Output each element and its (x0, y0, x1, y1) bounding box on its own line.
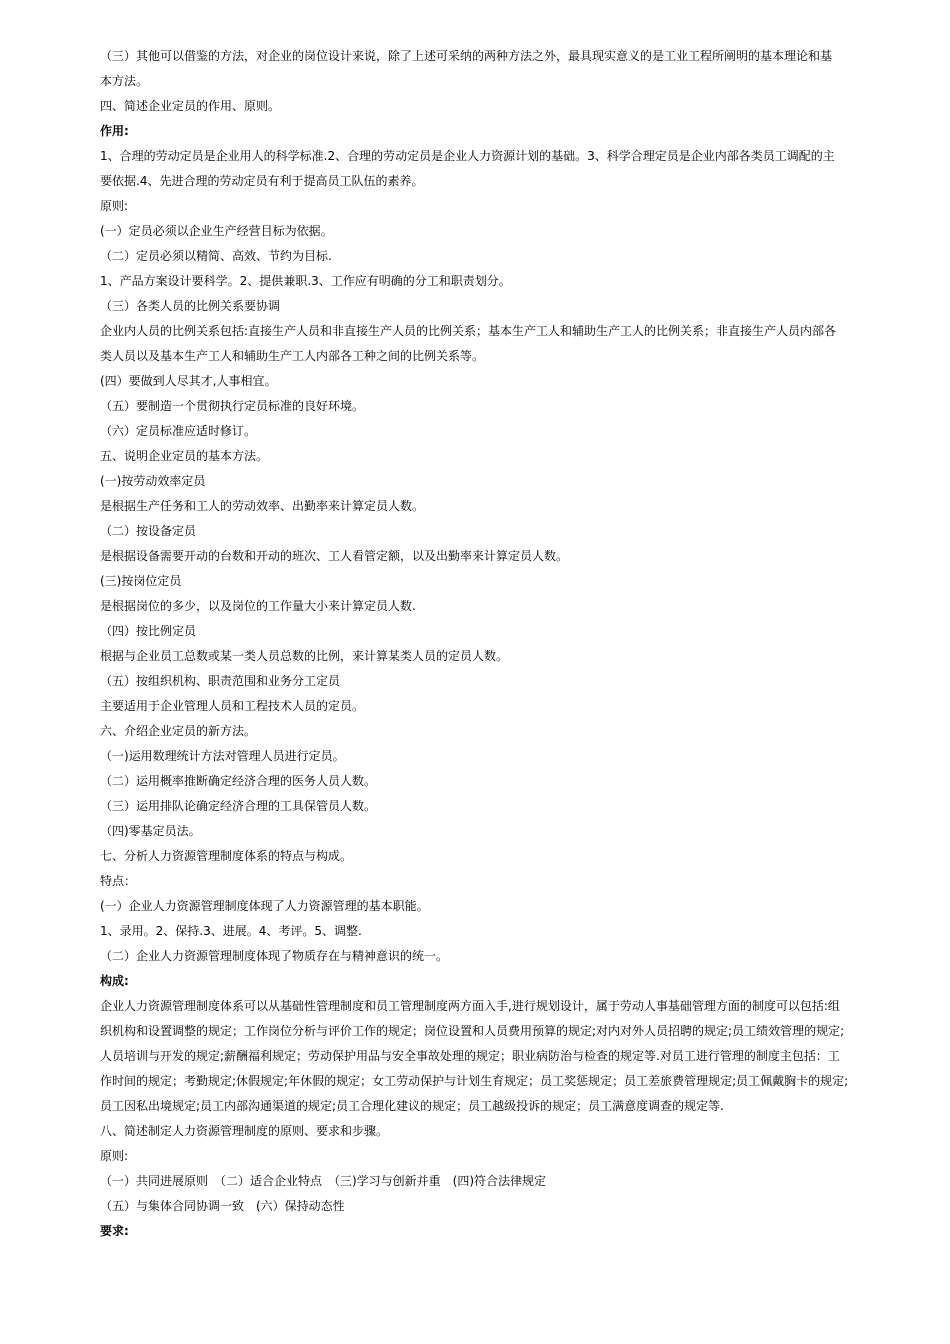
section-heading: 八、简述制定人力资源管理制度的原则、要求和步骤。 (100, 1124, 389, 1138)
subheading: 原则: (100, 1149, 129, 1163)
subheading: 原则: (100, 199, 129, 213)
paragraph-line: （三）运用排队论确定经济合理的工具保管员人数。 (100, 799, 377, 813)
paragraph-line: （二）运用概率推断确定经济合理的医务人员人数。 (100, 774, 377, 788)
paragraph-line: 织机构和设置调整的规定；工作岗位分析与评价工作的规定；岗位设置和人员费用预算的规定;对内对外人员招聘的规定;员工绩效管理的规定; (100, 1024, 845, 1038)
section-heading: 四、简述企业定员的作用、原则。 (100, 99, 281, 113)
subheading: 构成: (100, 974, 129, 988)
paragraph-line: 主要适用于企业管理人员和工程技术人员的定员。 (100, 699, 365, 713)
paragraph-line: 本方法。 (100, 74, 149, 88)
paragraph-line: 是根据岗位的多少，以及岗位的工作量大小来计算定员人数. (100, 599, 416, 613)
paragraph-line: 类人员以及基本生产工人和辅助生产工人内部各工种之间的比例关系等。 (100, 349, 485, 363)
paragraph-line: 人员培训与开发的规定;薪酬福利规定；劳动保护用品与安全事故处理的规定；职业病防治与检查的规定等.对员工进行管理的制度主包括：工 (100, 1049, 840, 1063)
paragraph-line: 是根据生产任务和工人的劳动效率、出勤率来计算定员人数。 (100, 499, 425, 513)
paragraph-line: （五）要制造一个贯彻执行定员标准的良好环境。 (100, 399, 365, 413)
paragraph-line: （四）按比例定员 (100, 624, 197, 638)
paragraph-line: 要依据.4、先进合理的劳动定员有利于提高员工队伍的素养。 (100, 174, 424, 188)
paragraph-line: （一)运用数理统计方法对管理人员进行定员。 (100, 749, 345, 763)
paragraph-line: （一）共同进展原则 （二）适合企业特点 （三)学习与创新并重 (四)符合法律规定 (100, 1174, 547, 1188)
document-page (100, 44, 900, 1244)
section-heading: 七、分析人力资源管理制度体系的特点与构成。 (100, 849, 353, 863)
subheading: 作用: (100, 124, 129, 138)
section-heading: 五、说明企业定员的基本方法。 (100, 449, 269, 463)
section-heading: 六、介绍企业定员的新方法。 (100, 724, 257, 738)
paragraph-line: 作时间的规定；考勤规定;休假规定;年休假的规定；女工劳动保护与计划生育规定；员工奖惩规定；员工差旅费管理规定;员工佩戴胸卡的规定; (100, 1074, 849, 1088)
subheading: 特点： (100, 874, 137, 888)
paragraph-line: （二）定员必须以精简、高效、节约为目标. (100, 249, 332, 263)
paragraph-line: （二）企业人力资源管理制度体现了物质存在与精神意识的统一。 (100, 949, 449, 963)
paragraph-line: 1、录用。2、保持.3、进展。4、考评。5、调整. (100, 924, 362, 938)
paragraph-line: 员工因私出境规定;员工内部沟通渠道的规定;员工合理化建议的规定；员工越级投诉的规定；员工满意度调查的规定等. (100, 1099, 724, 1113)
paragraph-line: （二）按设备定员 (100, 524, 197, 538)
paragraph-line: 企业内人员的比例关系包括:直接生产人员和非直接生产人员的比例关系；基本生产工人和辅助生产工人的比例关系；非直接生产人员内部各 (100, 324, 837, 338)
paragraph-line: (一）企业人力资源管理制度体现了人力资源管理的基本职能。 (100, 899, 429, 913)
paragraph-line: 企业人力资源管理制度体系可以从基础性管理制度和员工管理制度两方面入手,进行规划设计，属于劳动人事基础管理方面的制度可以包括:组 (100, 999, 840, 1013)
paragraph-line: (三)按岗位定员 (100, 574, 182, 588)
paragraph-line: （六）定员标准应适时修订。 (100, 424, 257, 438)
paragraph-line: (四）要做到人尽其才,人事相宜。 (100, 374, 277, 388)
paragraph-line: （三）各类人员的比例关系要协调 (100, 299, 281, 313)
subheading: 要求: (100, 1224, 129, 1238)
paragraph-line: （三）其他可以借鉴的方法，对企业的岗位设计来说，除了上述可采纳的两种方法之外，最具现实意义的是工业工程所阐明的基本理论和基 (100, 49, 833, 63)
paragraph-line: 是根据设备需要开动的台数和开动的班次、工人看管定额，以及出勤率来计算定员人数。 (100, 549, 569, 563)
paragraph-line: 根据与企业员工总数或某一类人员总数的比例，来计算某类人员的定员人数。 (100, 649, 509, 663)
paragraph-line: （五）按组织机构、职责范围和业务分工定员 (100, 674, 341, 688)
paragraph-line: 1、产品方案设计要科学。2、提供兼职.3、工作应有明确的分工和职责划分。 (100, 274, 511, 288)
paragraph-line: （四)零基定员法。 (100, 824, 201, 838)
paragraph-line: （五）与集体合同协调一致 (六）保持动态性 (100, 1199, 345, 1213)
paragraph-line: (一）定员必须以企业生产经营目标为依据。 (100, 224, 333, 238)
paragraph-line: (一)按劳动效率定员 (100, 474, 206, 488)
paragraph-line: 1、合理的劳动定员是企业用人的科学标准.2、合理的劳动定员是企业人力资源计划的基础。3、科学合理定员是企业内部各类员工调配的主 (100, 149, 835, 163)
